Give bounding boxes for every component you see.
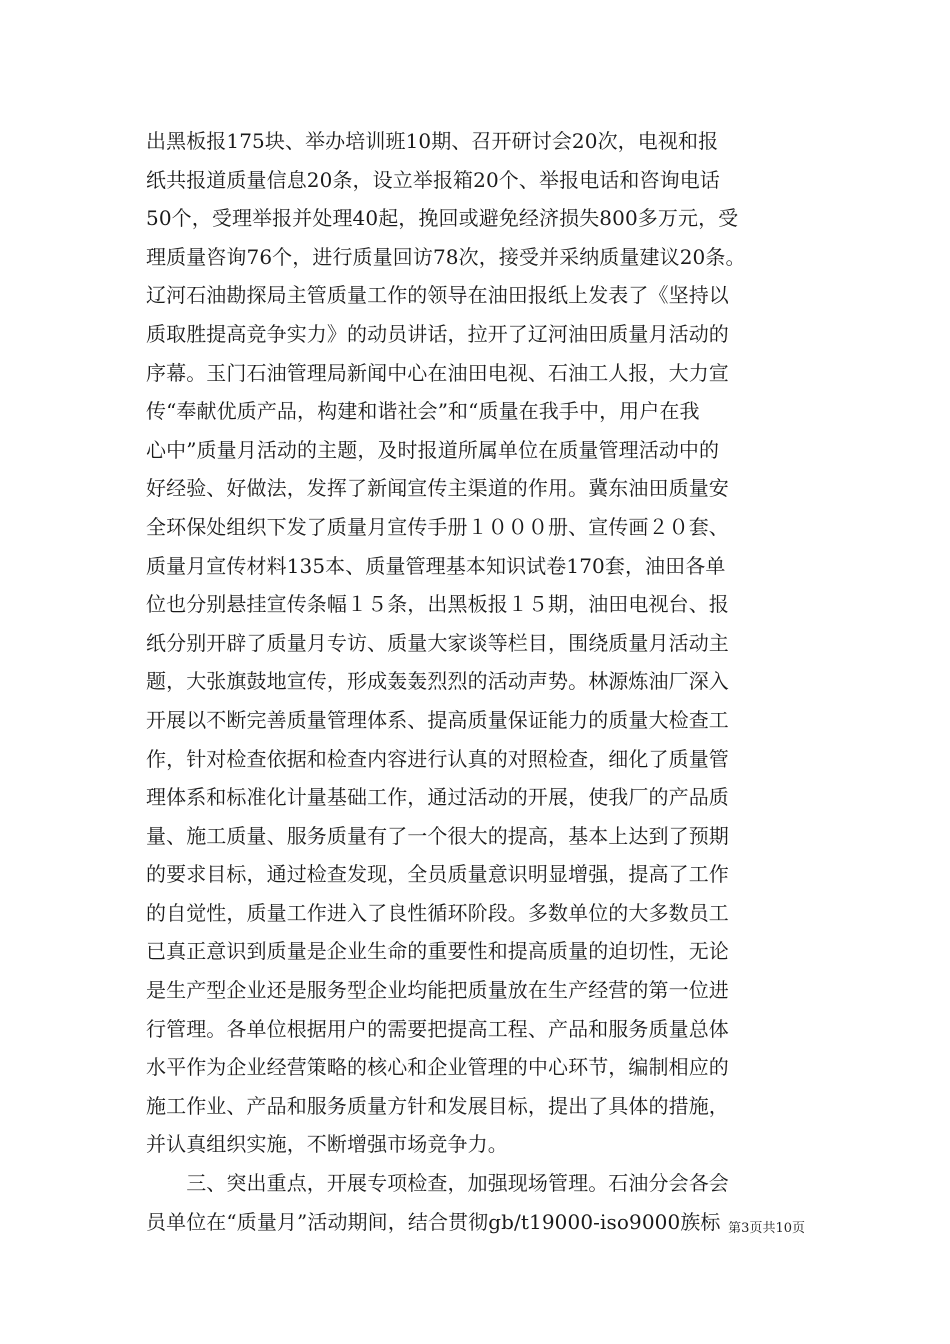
text-line: 辽河石油勘探局主管质量工作的领导在油田报纸上发表了《坚持以 bbox=[146, 283, 729, 308]
text-line: 作，针对检查依据和检查内容进行认真的对照检查，细化了质量管 bbox=[146, 746, 729, 771]
text-line: 心中”质量月活动的主题，及时报道所属单位在质量管理活动中的 bbox=[146, 437, 720, 462]
text-line: 行管理。各单位根据用户的需要把提高工程、产品和服务质量总体 bbox=[146, 1016, 729, 1041]
text-line: 的要求目标，通过检查发现，全员质量意识明显增强，提高了工作 bbox=[146, 862, 729, 887]
text-line: 施工作业、产品和服务质量方针和发展目标，提出了具体的措施， bbox=[146, 1093, 729, 1118]
text-line: 50个，受理举报并处理40起，挽回或避免经济损失800多万元，受 bbox=[146, 206, 739, 231]
text-line: 传“奉献优质产品，构建和谐社会”和“质量在我手中，用户在我 bbox=[146, 399, 700, 424]
text-line: 量、施工质量、服务质量有了一个很大的提高，基本上达到了预期 bbox=[146, 823, 729, 848]
text-line: 质取胜提高竞争实力》的动员讲话，拉开了辽河油田质量月活动的 bbox=[146, 321, 729, 346]
text-line: 理体系和标准化计量基础工作，通过活动的开展，使我厂的产品质 bbox=[146, 785, 729, 810]
text-line: 纸共报道质量信息20条，设立举报箱20个、举报电话和咨询电话 bbox=[146, 167, 720, 192]
text-line: 的自觉性，质量工作进入了良性循环阶段。多数单位的大多数员工 bbox=[146, 900, 729, 925]
text-line: 开展以不断完善质量管理体系、提高质量保证能力的质量大检查工 bbox=[146, 707, 729, 732]
text-line: 纸分别开辟了质量月专访、质量大家谈等栏目，围绕质量月活动主 bbox=[146, 630, 729, 655]
text-line: 出黑板报175块、举办培训班10期、召开研讨会20次，电视和报 bbox=[146, 129, 719, 153]
text-line: 序幕。玉门石油管理局新闻中心在油田电视、石油工人报，大力宣 bbox=[146, 360, 729, 385]
text-line: 质量月宣传材料135本、质量管理基本知识试卷170套，油田各单 bbox=[146, 553, 726, 578]
text-line: 题，大张旗鼓地宣传，形成轰轰烈烈的活动声势。林源炼油厂深入 bbox=[146, 669, 729, 694]
text-line: 已真正意识到质量是企业生命的重要性和提高质量的迫切性，无论 bbox=[146, 939, 729, 964]
text-line: 理质量咨询76个，进行质量回访78次，接受并采纳质量建议20条。 bbox=[146, 244, 746, 269]
body-text bbox=[146, 122, 806, 1241]
text-line: 好经验、好做法，发挥了新闻宣传主渠道的作用。冀东油田质量安 bbox=[146, 476, 729, 501]
text-line: 全环保处组织下发了质量月宣传手册１０００册、宣传画２０套、 bbox=[146, 514, 729, 539]
text-line: 位也分别悬挂宣传条幅１５条，出黑板报１５期，油田电视台、报 bbox=[146, 592, 729, 617]
page-number: 第3页共10页 bbox=[728, 1221, 805, 1236]
text-line: 员单位在“质量月”活动期间，结合贯彻gb/t19000-iso9000族标 bbox=[146, 1209, 721, 1234]
text-line: 是生产型企业还是服务型企业均能把质量放在生产经营的第一位进 bbox=[146, 978, 729, 1003]
text-line: 水平作为企业经营策略的核心和企业管理的中心环节，编制相应的 bbox=[146, 1055, 729, 1080]
text-line: 三、突出重点，开展专项检查，加强现场管理。石油分会各会 bbox=[146, 1171, 729, 1196]
text-line: 并认真组织实施，不断增强市场竞争力。 bbox=[146, 1132, 508, 1157]
